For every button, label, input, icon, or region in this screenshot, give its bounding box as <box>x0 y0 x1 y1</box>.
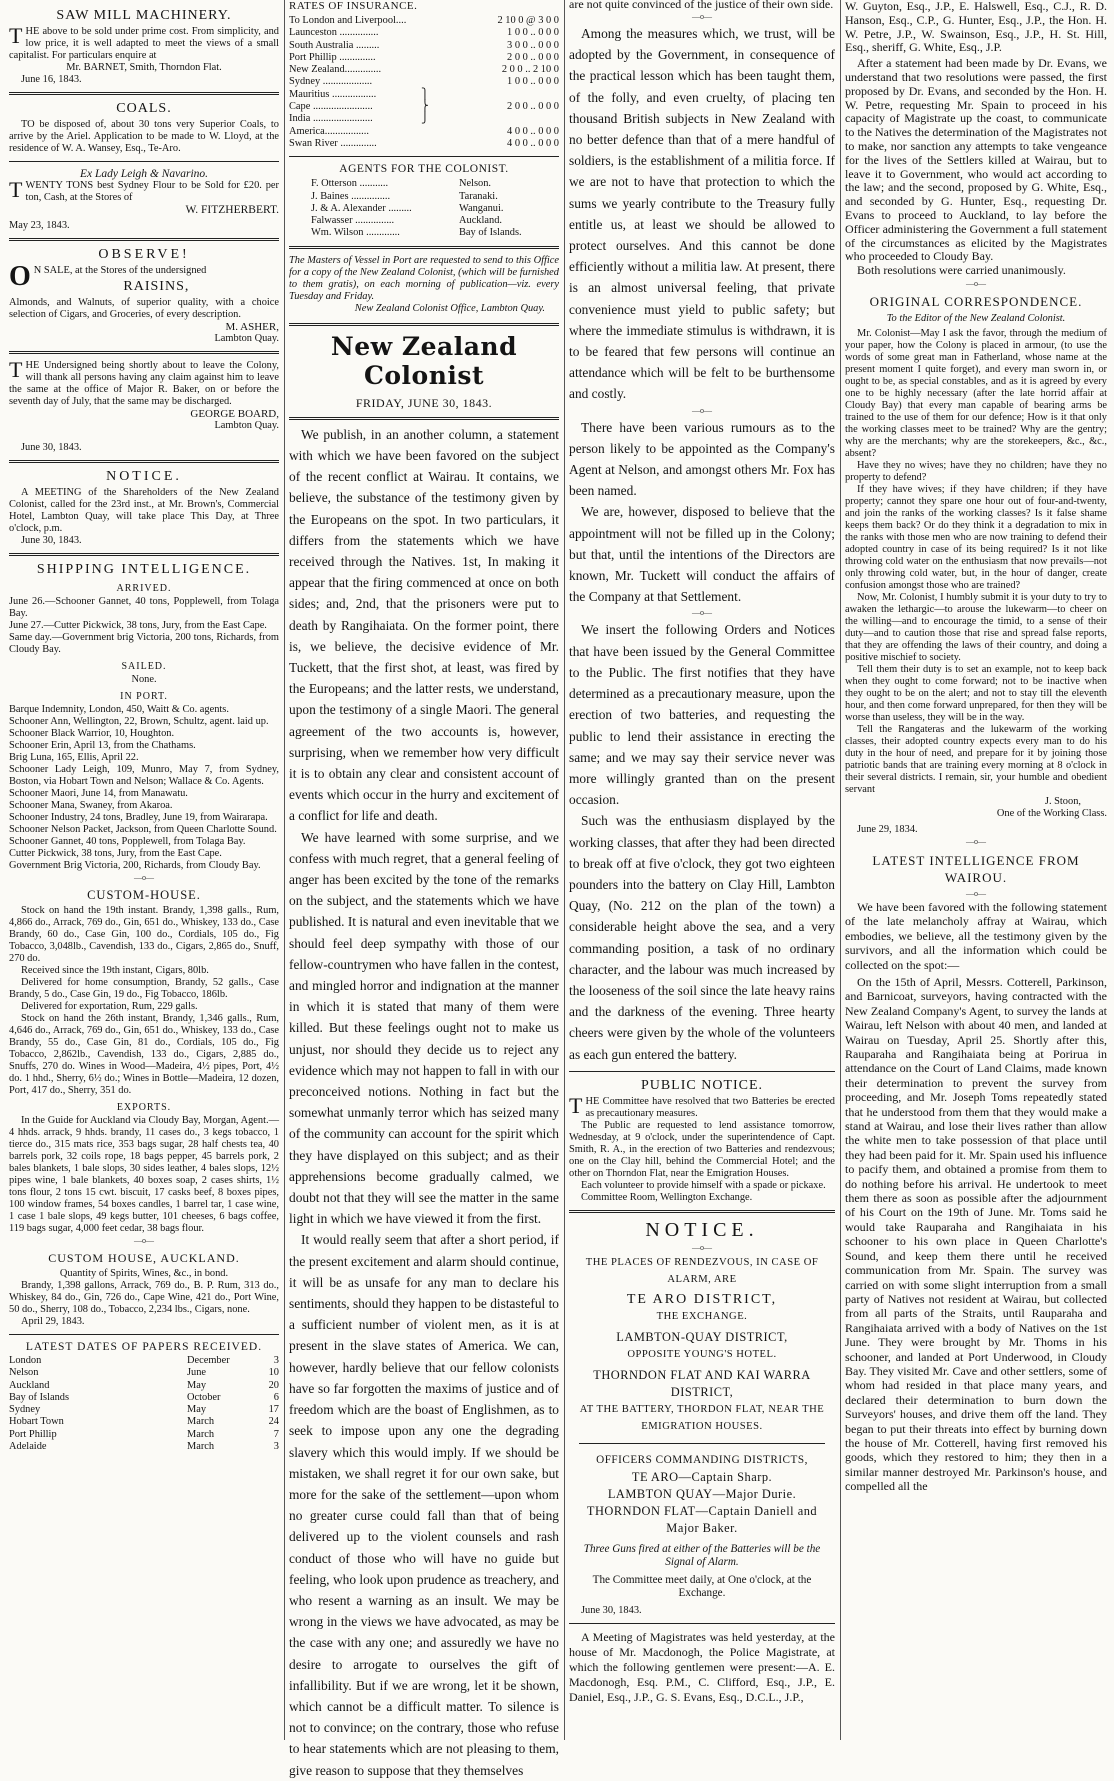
papers-row: Nelson June 10 <box>9 1367 279 1379</box>
board-signature: GEORGE BOARD, <box>190 408 279 420</box>
saw-mill-ad: THE above to be sold under prime cost. From simplicity, and low price, it is well adapted to meet the views of a small capitalist. For particulars enquire at <box>9 23 279 61</box>
rates-row: Launceston ............... 1 0 0 .. 0 0 0 <box>289 27 559 39</box>
arrived-item: Same day.—Government brig Victoria, 200 tons, Richards, from Cloudy Bay. <box>9 632 279 655</box>
agents-title: AGENTS FOR THE COLONIST. <box>339 163 509 176</box>
officer-line: LAMBTON QUAY—Major Durie. <box>607 1486 797 1501</box>
rendezvous-place: TE ARO DISTRICT, <box>626 1291 778 1307</box>
custom-paragraph: Delivered for home consumption, Brandy, 52 galls., Case Brandy, 5 do., Case Gin, 19 do., Fig Tobacco, 186lb. <box>9 977 279 1000</box>
rates-row: New Zealand.............. 2 0 0 .. 2 10 0 <box>289 64 559 76</box>
masters-notice: The Masters of Vessel in Port are requested to send to this Office for a copy of the New Zealand Colonist, (which will be furnished to them gratis), on each morning of publication—viz. every Tuesday and Friday. <box>289 254 559 302</box>
sailed-none: None. <box>131 674 157 685</box>
flour-signature: W. FITZHERBERT. <box>185 204 279 216</box>
auckland-detail: Brandy, 1,398 gallons, Arrack, 769 do., B. P. Rum, 313 do., Whiskey, 84 do., Gin, 726 do., Cape Wine, 421 do., Port Wine, 50 do., Sherry, 108 do., Tobacco, 2,234 lbs., Cigars, none. <box>9 1280 279 1315</box>
rendezvous-location: AT THE BATTERY, THORDON FLAT, NEAR THE EMIGRATION HOUSES. <box>579 1403 825 1432</box>
letter-signature-title: One of the Working Class. <box>996 807 1107 819</box>
rendezvous-lead: THE PLACES OF RENDEZVOUS, IN CASE OF ALARM, ARE <box>585 1256 819 1285</box>
column-3: are not quite convinced of the justice of their own side. —o— Among the measures which, we trust, will be adopted by the Government, in consequence of the practical lesson which has been taught them, of the folly, and even cruelty, of placing ten thousand British subjects in New Zealand with no better defence than that of a mere handful of soldiers, is the establishment of a militia force. If we are not to have that protection to which the sums we yearly contribute to the Treasury fully entitle us, at least we should be allowed to protect ourselves. And this cannot be done efficiently without a militia law. At present, there is an almost universal feeling, that private convenience must yield to public safety; but where the immediate stimulus is withdrawn, it is to be feared that few persons will continue an attendance which will be felt to be burthensome and costly. —o— There have been various rumours as to the person likely to be appointed as the Company's Agent at Nelson, and amongst others Mr. Fox has been named. We are, however, disposed to believe that the appointment will not be filled up in the Colony; but that, until the intentions of the Directors are known, Mr. Tuckett will conduct the affairs of the Company at that Settlement. —o— We insert the following Orders and Notices that have been issued by the General Committee to the Public. The first notifies that they have determined as a precautionary measure, upon the erection of two batteries, and requesting the public to lend their assistance in erecting the same; and we may say their service never was more willingly granted than on the present occasion. Such was the enthusiasm displayed by the working classes, that after they had been directed to break off at five o'clock, they got two eighteen pounders into the battery on Clay Hill, Lambton Quay, (No. 212 on the plan of the town) a considerable height above the sea, and a very commanding position, a task of no ordinary character, and the labour was much increased by the looseness of the soil since the late heavy rains and the darkness of the evening. Three hearty cheers were given by the whole of the volunteers as each gun entered the battery. PUBLIC NOTICE. THE Committee have resolved that two Batteries be erected as precautionary measures. The Public are requested to lend assistance tomorrow, Wednesday, at 9 o'clock, under the superintendence of Capt. Smith, R. A., in the erection of two Batteries and rendezvous; one on the Clay hill, behind the Commercial Hotel; and the other on Thorndon Flat, near the Emigration Houses. Each volunteer to provide himself with a spade or pickaxe. Committee Room, Wellington Exchange. NOTICE. —o— THE PLACES OF RENDEZVOUS, IN CASE OF ALARM, ARE TE ARO DISTRICT, THE EXCHANGE. LAMBTON-QUAY DISTRICT, OPPOSITE YOUNG'S HOTEL. THORNDON FLAT AND KAI WARRA DISTRICT, AT THE BATTERY, THORDON FLAT, NEAR THE EMIGRATION HOUSES. OFFICERS COMMANDING DISTRICTS, TE ARO—Captain Sharp. LAMBTON QUAY—Major Durie. THORNDON FLAT—Captain Daniell and Major Baker. Three Guns fired at either of the Batteries will be the Signal of Alarm. The Committee meet daily, at One o'clock, at the Exchange. June 30, 1843. A Meeting of Magistrates was held yesterday, at the house of Mr. Macdonogh, the Police Magistrate, at which the following gentlemen were present:—A. E. Macdonogh, Esq. P.M., C. Clifford, Esq., J.P., E. Daniel, Esq., J.P., G. S. Evans, Esq., D.C.L., J.P., <box>569 0 835 1704</box>
letter-paragraph: If they have wives; if they have children; if they have property; cannot they spare one hour out of four-and-twenty, and join the ranks of the working classes? Is it false shame keeps them back? Or do they think it a degradation to mix in the ranks with those men who are now training to defend their adopted country in case of its being required? Is it not like throwing cold water on the enthusiasm that now prevails—not only throwing cold water, but, in the hour of danger, create confusion amongst those who are trained? <box>845 483 1107 591</box>
board-place: Lambton Quay. <box>214 420 279 431</box>
in-port-item: Schooner Ann, Wellington, 22, Brown, Schultz, agent. laid up. <box>9 716 269 727</box>
observe-title: OBSERVE! <box>98 247 190 262</box>
agents-row: F. Otterson ........... Nelson. <box>311 178 492 190</box>
saw-mill-date: June 16, 1843. <box>21 74 82 85</box>
letter-paragraph: Mr. Colonist—May I ask the favor, through the medium of your paper, how the Colony is placed in armour, (to use the words of some great man in Fatherland, whose name at the present moment I quite forget), and every man sworn in, or ought to be, as special constables, and as it is agreed by every one to be highly necessary (after the late horrid affair at Cloudy Bay) that every man capable of bearing arms be trained to the use of them for our defence; How is it that only the working classes meet to be trained? Why are the gentry; why are the merchants; why are the storekeepers, &c., &c., absent? <box>845 327 1107 459</box>
editorial-paragraph: We are, however, disposed to believe that the appointment will not be filled up in the Colony; but that, until the intentions of the Directors are known, Mr. Tuckett will conduct the affairs of the Company at that Settlement. <box>569 504 835 605</box>
exports-text: In the Guide for Auckland via Cloudy Bay, Morgan, Agent.—4 hhds. arrack, 9 hhds. brandy, 11 cases do., 3 kegs tobacco, 1 tierce do., 315 mats rice, 353 bags sugar, 28 half chests tea, 40 barrels pork, 32 coils rope, 18 bags pepper, 45 barrels pork, 2 bales blankets, 1 bale slops, 30 sides leather, 4 bales slops, 12½ pipes wine, 1 bale blankets, 40 boxes soap, 2 cases shirts, 1½ tons flour, 2 tons 15 cwt. biscuit, 17 casks beef, 8 boxes pipes, 100 window frames, 54 boxes candles, 1 barrel tar, 1 case wine, 1 case 1 bale slops, 49 kegs butter, 101 cheeses, 6 bags coffee, 119 bags sugar, 4,000 feet cedar, 38 bags flour. <box>9 1115 279 1234</box>
rates-row: America................. 4 0 0 .. 0 0 0 <box>289 125 559 137</box>
rates-row: Port Phillip .............. 2 0 0 .. 0 0 0 <box>289 51 559 63</box>
latest-intelligence-intro: We have been favored with the following statement of the late melancholy affray at Wairau, which embodies, we believe, all the testimony given by the survivors, and all the information which could be collected on the spot:— <box>845 899 1107 972</box>
letter-date: June 29, 1834. <box>857 823 918 835</box>
in-port-item: Schooner Gannet, 40 tons, Popplewell, from Tolaga Bay. <box>9 836 246 847</box>
rates-table <box>289 15 559 150</box>
board-date: June 30, 1843. <box>21 442 82 453</box>
arrived-item: June 27.—Cutter Pickwick, 38 tons, Jury, from the East Cape. <box>9 620 267 631</box>
alarm-signal: Three Guns fired at either of the Batteries will be the Signal of Alarm. <box>583 1542 821 1568</box>
in-port-item: Schooner Lady Leigh, 109, Munro, May 7, from Sydney, Boston, via Hobart Town and Nelson; Wallace & Co. Agents. <box>9 764 279 787</box>
correspondence-title: ORIGINAL CORRESPONDENCE. <box>869 293 1083 309</box>
custom-paragraph: Received since the 19th instant, Cigars, 80lb. <box>21 965 209 976</box>
editorial-paragraph: We insert the following Orders and Notices that have been issued by the General Committee to the Public. The first notifies that they have determined as a precautionary measure, upon the erection of two batteries, and requesting the public to lend their assistance in erecting the same; and we may say their service never was more willingly granted than on the present occasion. <box>569 622 835 808</box>
issue-dateline: FRIDAY, JUNE 30, 1843. <box>355 395 493 410</box>
in-port-item: Schooner Nelson Packet, Jackson, from Queen Charlotte Sound. <box>9 824 277 835</box>
editorial-paragraph: Such was the enthusiasm displayed by the working classes, that after they had been directed to break off at five o'clock, they got two eighteen pounders into the battery on Clay Hill, Lambton Quay, (No. 212 on the plan of the town) a considerable height above the sea, and a very commanding position, a task of no ordinary character, and the labour was much increased by the looseness of the soil since the late heavy rains and the darkness of the evening. Three hearty cheers were given by the whole of the volunteers as each gun entered the battery. <box>569 813 835 1062</box>
raisins-heading: RAISINS, <box>123 279 190 294</box>
public-notice-title: PUBLIC NOTICE. <box>640 1077 764 1093</box>
officers-heading: OFFICERS COMMANDING DISTRICTS, <box>596 1453 808 1466</box>
rendezvous-location: THE EXCHANGE. <box>656 1310 748 1322</box>
rendezvous-notice-title: NOTICE. <box>645 1218 759 1241</box>
rates-row: Mauritius ................. ⎫ <box>289 88 429 100</box>
masters-signature: New Zealand Colonist Office, Lambton Quay. <box>354 302 545 314</box>
letter-signature: J. Stoon, <box>1044 795 1081 807</box>
arrived-item: June 26.—Schooner Gannet, 40 tons, Popplewell, from Tolaga Bay. <box>9 596 279 619</box>
rendezvous-place: THORNDON FLAT AND KAI WARRA DISTRICT, <box>593 1367 811 1399</box>
rates-row: India ....................... ⎭ <box>289 113 429 125</box>
in-port-item: Schooner Industry, 24 tons, Bradley, June 19, from Wairarapa. <box>9 812 268 823</box>
in-port-item: Cutter Pickwick, 38 tons, Jury, from the East Cape. <box>9 848 222 859</box>
observe-signature: M. ASHER, <box>225 321 279 333</box>
rates-row: Cape ....................... ⎬ 2 0 0 .. 0 0 0 <box>289 101 559 113</box>
latest-intelligence-body: On the 15th of April, Messrs. Cotterell, Parkinson, and Barnicoat, surveyors, having contracted with the New Zealand Company's Agent, to survey the lands at Wairau, left Nelson with about 40 men, and landed at Wairau on Tuesday, April 25. Shortly after this, Rauparaha and Rangihaiata being at Porirua in attendance on the Court of Land Claims, made known their determination to prevent the survey from proceeding, and Mr. Joseph Toms repeatedly stated that he understood from them that they would make a stand at Wairau, and lose their lives rather than allow the white men to take possession of that place until they had been paid for it. Mr. Spain used his influence to pacify them, and obtained a promise from them to do nothing before his arrival. He undertook to meet them there as soon as possible after the adjournment of his Court on the 19th of June. Mr. Toms said he would take Rauparaha and Rangihaiata in his schooner to his own place in Queen Charlotte's Sound, and keep them there until he received communication from Mr. Spain. The survey was carried on with some slight interruption from a small party of Natives not resident at Wairau, but collected from all parts of the Straits, until Rauparaha and Rangihaiata arrived with a body of Natives on the 1st June. They were brought by Mr. Thoms in his schooner, and landed at Port Underwood, in Cloudy Bay. They visited Mr. Cave and other settlers, some of whom had resided in that place many years, and declared their determination to burn down the Surveyors' houses, and drive them off the land. They began to put their threats into effect by burning down the house of Mr. Cotterell, having first removed his goods, which they restored to him; they then in a similar manner destroyed Mr. Parkinson's house, and compelled all the <box>845 974 1107 1494</box>
resolutions-carried: Both resolutions were carried unanimously. <box>857 263 1066 278</box>
officer-line: THORNDON FLAT—Captain Daniell and Major Baker. <box>586 1503 818 1535</box>
editorial-paragraph: There have been various rumours as to the person likely to be appointed as the Company's Agent at Nelson, and amongst others Mr. Fox has been named. <box>569 419 835 499</box>
letter-paragraph: Have they no wives; have they no children; have they no property to defend? <box>845 459 1107 483</box>
notice-title: NOTICE. <box>106 469 182 484</box>
committee-meeting: The Committee meet daily, at One o'clock, at the Exchange. <box>592 1573 812 1599</box>
masthead-title: New Zealand Colonist <box>330 331 518 390</box>
column-rule <box>840 0 841 1740</box>
papers-row: Port Phillip March 7 <box>9 1428 279 1440</box>
observe-lead: O N SALE, at the Stores of the undersigned <box>9 261 207 292</box>
notice-date: June 30, 1843. <box>21 535 82 546</box>
editorial-paragraph: It would really seem that after a short period, if the present excitement and alarm should continue, it will be as unsafe for any man to declare his sentiments, should they happen to be distasteful to a sufficient number of violent men, as it is at present in the slave states of America. We can, however, hardly believe that our fellow colonists have so far forgotten the maxims of justice and of freedom which are the boast of Englishmen, as to seek to impose upon any one the degrading slavery which this would imply. If we should be mistaken, we shall regret it for our own sake, but more for the sake of the settlement—upon whom no greater curse could fall than that of being delivered up to the violent counsels and rash conduct of those who will have no guide but feeling, who look upon prudence as treachery, and who resent a warning as an insult. We may be wrong in the views we have advocated, as may be the case with any one; and assuredly we have no desire to arrogate to ourselves the gift of infallibility. But if we are wrong, let it be shown, which cannot be a difficult matter. To silence is not to convince; on the contrary, those who refuse to hear statements which are not pleasing to them, give reason to suppose that they themselves <box>289 1232 560 1778</box>
public-notice-text: THE Committee have resolved that two Batteries be erected as precautionary measures. <box>569 1092 835 1119</box>
in-port-item: Schooner Black Warrior, 10, Houghton. <box>9 728 175 739</box>
rates-row: South Australia ......... 3 0 0 .. 0 0 0 <box>289 39 559 51</box>
letter-paragraph: Now, Mr. Colonist, I humbly submit it is your duty to try to awaken the lethargic—to arouse the lukewarm—to cheer on the willing—and to encourage the timid, to a sense of their duty—and to caution those that rise and spread false reports, that they are offending the laws of their country, and doing a positive mischief to society. <box>845 591 1107 663</box>
agents-row: Falwasser ............... Auckland. <box>311 215 502 227</box>
auckland-date: April 29, 1843. <box>21 1316 85 1327</box>
agents-row: J. Baines ............... Taranaki. <box>311 190 498 202</box>
custom-paragraph: Delivered for exportation, Rum, 229 galls. <box>21 1001 198 1012</box>
in-port-item: Schooner Erin, April 13, from the Chathams. <box>9 740 196 751</box>
coals-title: COALS. <box>116 101 172 116</box>
sailed-heading: SAILED. <box>121 661 167 672</box>
latest-intelligence-title: LATEST INTELLIGENCE FROM WAIROU. <box>872 852 1080 885</box>
rendezvous-location: OPPOSITE YOUNG'S HOTEL. <box>627 1348 777 1360</box>
observe-place: Lambton Quay. <box>214 333 279 344</box>
rates-row: Swan River .............. 4 0 0 .. 0 0 0 <box>289 137 559 149</box>
rates-title: RATES OF INSURANCE. <box>289 0 418 12</box>
letter-paragraph: Tell them their duty is to set an example, not to keep back when they ought to come forward; not to be inactive when they ought to be on the alert; and not to stay till the eleventh hour, and then come forward unprepared, for then they will be worse than useless, they will be in the way. <box>845 663 1107 723</box>
in-port-heading: IN PORT. <box>120 691 168 702</box>
papers-row: Sydney May 17 <box>9 1404 279 1416</box>
papers-row: Hobart Town March 24 <box>9 1416 279 1428</box>
flour-ex: Ex Lady Leigh & Navarino. <box>79 168 209 180</box>
flour-date: May 23, 1843. <box>9 220 70 231</box>
public-notice-text: The Public are requested to lend assistance tomorrow, Wednesday, at 9 o'clock, under the superintendence of Capt. Smith, R. A., in the erection of two Batteries and rendezvous; one on the Clay hill, behind the Commercial Hotel; and the other on Thorndon Flat, near the Emigration Houses. <box>569 1119 835 1179</box>
in-port-item: Barque Indemnity, London, 450, Waitt & Co. agents. <box>9 704 229 715</box>
custom-house-title: CUSTOM-HOUSE. <box>87 888 201 902</box>
editorial-paragraph: Among the measures which, we trust, will be adopted by the Government, in consequence of the practical lesson which has been taught them, of the folly, and even cruelty, of placing ten thousand British subjects in New Zealand with no better defence than that of a mere handful of soldiers, is the establishment of a militia force. If we are not to have that protection to which the sums we yearly contribute to the Treasury fully entitle us, at least we should be allowed to protect ourselves. And this cannot be done efficiently without a militia law. At present, there is an almost universal feeling, that private convenience must yield to public safety; but where the immediate stimulus is withdrawn, it is to be feared that few persons will continue an attendance which will be felt to be burthensome and costly. <box>569 26 835 402</box>
custom-paragraph: Stock on hand the 19th instant. Brandy, 1,398 galls., Rum, 4,866 do., Arrack, 769 do., Gin, 651 do., Whiskey, 133 do., Case Brandy, 60 do., Case Gin, 100 do., Cordials, 105 do., Fig Tobacco, 3,048lb., Cavendish, 133 do., Cigars, 2,865 do., Snuff, 270 do. <box>9 905 279 964</box>
papers-row: Auckland May 20 <box>9 1379 279 1391</box>
resolutions-paragraph: After a statement had been made by Dr. Evans, we understand that two resolutions were passed, the first proposed by Dr. Evans, and seconded by the Hon. H. W. Petre, requesting Mr. Spain to proceed in his capacity of Magistrate up the coast, to communicate to the Natives the determination of the Magistrates not to make, nor sanction any attempts to take vengeance for the lives of the Settlers killed at Wairau, but to leave it to Government, who would act according to the law; and the second, proposed by G. White, Esq., and seconded by G. Hunter, Esq., requesting Dr. Evans to proceed to Auckland, to lay before the Officer administering the Government a full statement of the circumstances as elicited by the Magistrates who proceeded to Cloudy Bay. <box>845 56 1107 264</box>
in-port-item: Government Brig Victoria, 200, Richards, from Cloudy Bay. <box>9 860 261 871</box>
saw-mill-title: SAW MILL MACHINERY. <box>56 8 232 23</box>
editorial-continuation: are not quite convinced of the justice of their own side. <box>569 0 834 11</box>
saw-mill-contact: Mr. BARNET, Smith, Thorndon Flat. <box>66 62 222 73</box>
correspondence-addressee: To the Editor of the New Zealand Colonist. <box>886 312 1066 324</box>
column-4: W. Guyton, Esq., J.P., E. Halswell, Esq., C.J., R. D. Hanson, Esq., C.P., G. Hunter, Esq., J.P., the Hon. H. W. Petre, J.P., W. Swainson, Esq., J.P., H. St. Hill, Esq., sheriff, G. White, Esq., J.P. After a statement had been made by Dr. Evans, we understand that two resolutions were passed, the first proposed by Dr. Evans, and seconded by the Hon. H. W. Petre, requesting Mr. Spain to proceed in his capacity of Magistrate up the coast, to communicate to the Natives the determination of the Magistrates not to make, nor sanction any attempts to take vengeance for the lives of the Settlers killed at Wairau, but to leave it to Government, who would act according to the law; and the second, proposed by G. White, Esq., and seconded by G. Hunter, Esq., requesting Dr. Evans to proceed to Auckland, to lay before the Officer administering the Government a full statement of the circumstances as elicited by the Magistrates who proceeded to Cloudy Bay. Both resolutions were carried unanimously. —o— ORIGINAL CORRESPONDENCE. To the Editor of the New Zealand Colonist. Mr. Colonist—May I ask the favor, through the medium of your paper, how the Colony is placed in armour, (to use the words of some great man in Fatherland, whose name at the present moment I quite forget), and every man sworn in, or ought to be, as special constables, and as it is agreed by every one to be highly necessary (after the late horrid affair at Cloudy Bay) that every man capable of bearing arms be trained to the use of them for our defence; How is it that only the working classes meet to be trained? Why are the gentry; why are the merchants; why are the storekeepers, &c., &c., absent? Have they no wives; have they no children; have they no property to defend? If they have wives; if they have children; if they have property; cannot they spare one hour out of four-and-twenty, and join the ranks of the working classes? Is it false shame keeps them back? Or do they think it a degradation to mix in the ranks with those men who are now training to defend their adopted country in case of its being required? Is it not like throwing cold water on the enthusiasm that now prevails—not only throwing cold water, but, in the hour of danger, create confusion amongst those who are trained? Now, Mr. Colonist, I humbly submit it is your duty to try to awaken the lethargic—to arouse the lukewarm—to cheer on the willing—and to encourage the timid, to a sense of their duty—and to caution those that rise and spread false reports, that they are offending the laws of their country, and doing a positive mischief to society. Tell them their duty is to set an example, not to keep back when they ought to come forward; not to be inactive when they ought to be on the alert; and not to stay till the eleventh hour, and then come forward unprepared, for then they will be worse than useless, they will be in the way. Tell the Rangateras and the lukewarm of the working classes, their adopted country expects every man to do his duty in the hour of need, and prepare for it by joining those patriotic bands that are training every morning at 8 o'clock in their several districts. I remain, sir, your humble and obedient servant J. Stoon, One of the Working Class. June 29, 1834. —o— LATEST INTELLIGENCE FROM WAIROU. —o— We have been favored with the following statement of the late melancholy affray at Wairau, which embodies, we believe, all the testimony given by the survivors, and all the information which could be collected on the spot:— On the 15th of April, Messrs. Cotterell, Parkinson, and Barnicoat, surveyors, having contracted with the New Zealand Company's Agent, to survey the lands at Wairau, left Nelson with about 40 men, and landed at Wairau on Tuesday, April 25. Shortly after this, Rauparaha and Rangihaiata being at Porirua in attendance on the Court of Land Claims, made known their determination to prevent the survey from proceeding, and Mr. Joseph Toms repeatedly stated that he understood from them that they would make a stand at Wairau, and lose their lives rather than allow the white men to take possession of that place until they had been paid for it. Mr. Spain used his influence to pacify them, and obtained a promise from them to do nothing before his arrival. He undertook to meet them there as soon as possible after the adjournment of his Court on the 19th of June. Mr. Toms said he would take Rauparaha and Rangihaiata in his schooner to his own place in Queen Charlotte's Sound, and keep them there until he received communication from Mr. Spain. The survey was carried on with some slight interruption from a small party of Natives not resident at Wairau, but collected from all parts of the Straits, until Rauparaha and Rangihaiata arrived with a body of Natives on the 1st June. They were brought by Mr. Thoms in his schooner, and landed at Port Underwood, in Cloudy Bay. They visited Mr. Cave and other settlers, some of whom had resided in that place many years, and declared their determination to burn down the Surveyors' houses, and drive them off the land. They began to put their threats into effect by burning down the house of Mr. Cotterell, having first removed his goods, which they restored to him; they then in a similar manner destroyed Mr. Parkinson's house, and compelled all the <box>845 0 1107 1494</box>
observe-text: Almonds, and Walnuts, of superior quality, with a choice selection of Cigars, and Groceries, of every description. <box>9 297 279 320</box>
agents-row: J. & A. Alexander ......... Wanganui. <box>311 202 504 214</box>
papers-row: Adelaide March 3 <box>9 1441 279 1453</box>
papers-row: London December 3 <box>9 1355 279 1366</box>
letter-paragraph: Tell the Rangateras and the lukewarm of the working classes, their adopted country expects every man to do his duty in the hour of need, and prepare for it by joining those patriotic bands that are training every morning at 8 o'clock in their several districts. I remain, sir, your humble and obedient servant <box>845 723 1107 795</box>
auckland-subtitle: Quantity of Spirits, Wines, &c., in bond. <box>59 1268 229 1279</box>
in-port-item: Brig Luna, 165, Ellis, April 22. <box>9 752 139 763</box>
board-notice: THE Undersigned being shortly about to leave the Colony, will thank all persons having any claim against him to leave the same at the office of Major R. Baker, on or before the seventh day of July, that the same may be discharged. <box>9 357 279 407</box>
column-rule <box>284 0 285 1740</box>
rates-row: To London and Liverpool.... 2 10 0 @ 3 0 0 <box>289 15 559 26</box>
rendezvous-place: LAMBTON-QUAY DISTRICT, <box>616 1329 788 1344</box>
coals-ad: TO be disposed of, about 30 tons very Superior Coals, to arrive by the Ariel. Application to be made to W. Lloyd, at the residence of W. A. Wansey, Esq., Te-Aro. <box>9 119 279 154</box>
shareholders-notice: A MEETING of the Shareholders of the New Zealand Colonist, called for the 23rd inst., at Mr. Brown's, Commercial Hotel, Lambton Quay, will take place This Day, at Three o'clock, p.m. <box>9 487 279 534</box>
officer-line: TE ARO—Captain Sharp. <box>631 1469 773 1484</box>
rendezvous-date: June 30, 1843. <box>581 1604 642 1616</box>
agents-row: Wm. Wilson ............. Bay of Islands. <box>311 227 522 239</box>
flour-ad: TWENTY TONS best Sydney Flour to be Sold for £20. per ton, Cash, at the Stores of <box>9 177 279 203</box>
custom-paragraph: Stock on hand the 26th instant, Brandy, 1,346 galls., Rum, 4,646 do., Arrack, 769 do., Gin, 651 do., Whiskey, 133 do., Case Brandy, 55 do., Case Gin, 81 do., Cordials, 105 do., Fig Tobacco, 2,862lb., Cavendish, 133 do., Cigars, 2,885 do., Snuffs, 270 do. Wines in Wood—Madeira, 4½ pipes, Port, 4½ do. 1 hhd., Sherry, 6½ do.; Wines in Bottle—Madeira, 12 dozen, Port, 417 do., Sherry, 351 do. <box>9 1013 279 1096</box>
exports-heading: EXPORTS. <box>116 1102 172 1113</box>
in-port-item: Schooner Maori, June 14, from Manawatu. <box>9 788 188 799</box>
shipping-title: SHIPPING INTELLIGENCE. <box>36 562 252 577</box>
papers-title: LATEST DATES OF PAPERS RECEIVED. <box>25 1341 263 1353</box>
rates-row: Sydney ................... 1 0 0 .. 0 0 0 <box>289 76 559 88</box>
papers-row: Bay of Islands October 6 <box>9 1391 279 1403</box>
column-1: SAW MILL MACHINERY. THE above to be sold under prime cost. From simplicity, and low price, it is well adapted to meet the views of a small capitalist. For particulars enquire at Mr. BARNET, Smith, Thorndon Flat. June 16, 1843. COALS. TO be disposed of, about 30 tons very Superior Coals, to arrive by the Ariel. Application to be made to W. Lloyd, at the residence of W. A. Wansey, Esq., Te-Aro. Ex Lady Leigh & Navarino. TWENTY TONS best Sydney Flour to be Sold for £20. per ton, Cash, at the Stores of W. FITZHERBERT. May 23, 1843. OBSERVE! O N SALE, at the Stores of the undersigned RAISINS, Almonds, and Walnuts, of superior quality, with a choice selection of Cigars, and Groceries, of every description. M. ASHER, Lambton Quay. THE Undersigned being shortly about to leave the Colony, will thank all persons having any claim against him to leave the same at the office of Major R. Baker, on or before the seventh day of July, that the same may be discharged. GEORGE BOARD, Lambton Quay. June 30, 1843. NOTICE. A MEETING of the Shareholders of the New Zealand Colonist, called for the 23rd inst., at Mr. Brown's, Commercial Hotel, Lambton Quay, will take place This Day, at Three o'clock, p.m. June 30, 1843. SHIPPING INTELLIGENCE. ARRIVED. June 26.—Schooner Gannet, 40 tons, Popplewell, from Tolaga Bay. June 27.—Cutter Pickwick, 38 tons, Jury, from the East Cape. Same day.—Government brig Victoria, 200 tons, Richards, from Cloudy Bay. SAILED. None. IN PORT. Barque Indemnity, London, 450, Waitt & Co. agents. Schooner Ann, Wellington, 22, Brown, Schultz, agent. laid up. Schooner Black Warrior, 10, Houghton. Schooner Erin, April 13, from the Chathams. Brig Luna, 165, Ellis, April 22. Schooner Lady Leigh, 109, Munro, May 7, from Sydney, Boston, via Hobart Town and Nelson; Wallace & Co. Agents. Schooner Maori, June 14, from Manawatu. Schooner Mana, Swaney, from Akaroa. Schooner Industry, 24 tons, Bradley, June 19, from Wairarapa. Schooner Nelson Packet, Jackson, from Queen Charlotte Sound. Schooner Gannet, 40 tons, Popplewell, from Tolaga Bay. Cutter Pickwick, 38 tons, Jury, from the East Cape. Government Brig Victoria, 200, Richards, from Cloudy Bay. —o— CUSTOM-HOUSE. Stock on hand the 19th instant. Brandy, 1,398 galls., Rum, 4,866 do., Arrack, 769 do., Gin, 651 do., Whiskey, 133 do., Case Brandy, 60 do., Case Gin, 100 do., Cordials, 105 do., Fig Tobacco, 3,048lb., Cavendish, 133 do., Cigars, 2,865 do., Snuff, 270 do. Received since the 19th instant, Cigars, 80lb. Delivered for home consumption, Brandy, 52 galls., Case Brandy, 5 do., Case Gin, 19 do., Fig Tobacco, 186lb. Delivered for exportation, Rum, 229 galls. Stock on hand the 26th instant, Brandy, 1,346 galls., Rum, 4,646 do., Arrack, 769 do., Gin, 651 do., Whiskey, 133 do., Case Brandy, 55 do., Case Gin, 81 do., Cordials, 105 do., Fig Tobacco, 2,862lb., Cavendish, 133 do., Cigars, 2,885 do., Snuffs, 270 do. Wines in Wood—Madeira, 4½ pipes, Port, 4½ do. 1 hhd., Sherry, 6½ do.; Wines in Bottle—Madeira, 12 dozen, Port, 417 do., Sherry, 351 do. EXPORTS. In the Guide for Auckland via Cloudy Bay, Morgan, Agent.—4 hhds. arrack, 9 hhds. brandy, 11 cases do., 3 kegs tobacco, 1 tierce do., 315 mats rice, 353 bags sugar, 28 half chests tea, 40 barrels pork, 32 coils rope, 18 bags pepper, 45 barrels pork, 2 bales blankets, 1 bale slops, 30 sides leather, 4 bales slops, 12½ pipes wine, 1 bale blankets, 40 boxes soap, 2 cases shirts, 1½ tons flour, 2 tons 15 cwt. biscuit, 17 casks beef, 8 boxes pipes, 100 window frames, 54 boxes candles, 1 barrel tar, 1 case wine, 1 case 1 bale slops, 49 kegs butter, 101 cheeses, 6 bags coffee, 119 bags sugar, 4,000 feet cedar, 38 bags flour. —o— CUSTOM HOUSE, AUCKLAND. Quantity of Spirits, Wines, &c., in bond. Brandy, 1,398 gallons, Arrack, 769 do., B. P. Rum, 313 do., Whiskey, 84 do., Gin, 726 do., Cape Wine, 421 do., Port Wine, 50 do., Sherry, 108 do., Tobacco, 2,234 lbs., Cigars, none. April 29, 1843. LATEST DATES OF PAPERS RECEIVED. London December 3 Nelson June 10 Auckland May 20 Bay of Islands October 6 Sydney May 17 Hobart Town March 24 Port Phillip March 7 Adelaide March 3 <box>9 8 279 1453</box>
auckland-title: CUSTOM HOUSE, AUCKLAND. <box>48 1251 240 1265</box>
column-2 <box>286 0 562 1778</box>
magistrates-meeting: A Meeting of Magistrates was held yesterday, at the house of Mr. Macdonogh, the Police Magistrate, at which the following gentlemen were present:—A. E. Macdonogh, Esq. P.M., C. Clifford, Esq., J.P., E. Daniel, Esq., J.P., G. S. Evans, Esq., D.C.L., J.P., <box>569 1629 835 1704</box>
public-notice-signature: Committee Room, Wellington Exchange. <box>581 1191 753 1203</box>
in-port-item: Schooner Mana, Swaney, from Akaroa. <box>9 800 173 811</box>
agents-table <box>289 178 559 239</box>
editorial-paragraph: We have learned with some surprise, and we confess with much regret, that a general feeling of anger has been excited by the tone of the remarks on the subject, and the statements which we have published. It is natural and even inevitable that we should feel deep sympathy with those of our fellow-countrymen who have fallen in the contest, and mingled horror and indignation at the manner in which it is stated that many of them were killed. But these feelings ought not to make us unjust, nor should they decide us to reject any evidence which may not happen to fall in with our preconceived notions. Nothing in fact but the somewhat unmanly terror which has seized many of the community can account for the spirit which they have displayed on this subject; and as their apprehensions become gradually calmed, we doubt not that they will see the matter in the same light in which we have viewed it from the first. <box>289 829 559 1227</box>
magistrates-continuation: W. Guyton, Esq., J.P., E. Halswell, Esq., C.J., R. D. Hanson, Esq., C.P., G. Hunter, Esq., J.P., the Hon. H. W. Petre, J.P., W. Swainson, Esq., J.P., H. St. Hill, Esq., sheriff, G. White, Esq., J.P. <box>845 0 1107 55</box>
public-notice-text: Each volunteer to provide himself with a spade or pickaxe. <box>581 1179 826 1191</box>
column-rule <box>564 0 565 1740</box>
arrived-heading: ARRIVED. <box>116 583 172 594</box>
editorial-paragraph: We publish, in an another column, a statement with which we have been favored on the subject of the recent conflict at Wairau. It contains, we believe, the substance of the testimony given by the Europeans on the spot. In two particulars, it differs from the statements which we have received through the Natives. 1st, In making it appear that the firing commenced at once on both sides; and, 2nd, that the prisoners were put to death by Rangihaiata. On the former point, there is, we believe, the decisive evidence of Mr. Tuckett, that the first shot, at least, was fired by the Europeans; and the latter rests, we understand, upon the testimony of a single Maori. The general agreement of the two accounts is, however, surprising, when we remember how very difficult it is to obtain any clear and consistent account of events which occur in the hurry and excitement of a conflict for life and death. <box>289 426 559 824</box>
papers-table <box>9 1355 279 1453</box>
